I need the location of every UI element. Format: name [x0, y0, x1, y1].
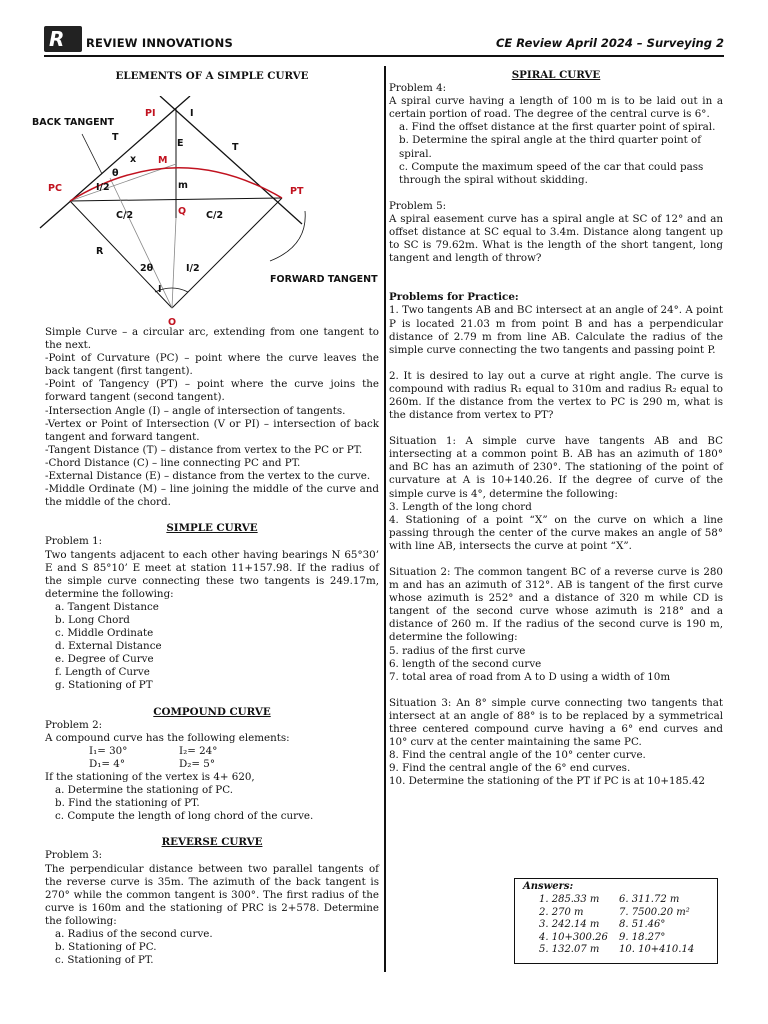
- diagram-title: ELEMENTS OF A SIMPLE CURVE: [115, 70, 309, 82]
- label-m-point: M: [158, 155, 168, 166]
- column-divider: [384, 66, 386, 972]
- simple-curve-diagram: [30, 96, 382, 328]
- situation-3: Situation 3: An 8° simple curve connecting two tangents that intersect at an angle of 88° is to be replaced by a symmetrical three centered compound curve having a 6° end curves and 10° curv at the center maintaining the same PC.: [389, 696, 723, 749]
- heading-spiral-curve: SPIRAL CURVE: [511, 69, 601, 81]
- label-i2-bottom: I/2: [186, 263, 200, 274]
- label-x: x: [130, 154, 137, 165]
- heading-practice: Problems for Practice:: [389, 291, 519, 304]
- def-tangent-distance: -Tangent Distance (T) – distance from vertex to the PC or PT.: [45, 443, 363, 456]
- label-i-top: I: [190, 108, 194, 119]
- label-theta: θ: [112, 168, 119, 179]
- list-item: e. Degree of Curve: [55, 653, 154, 666]
- def-pc: -Point of Curvature (PC) – point where the curve leaves the back tangent (first tangent).: [45, 352, 379, 378]
- problem-3-text: The perpendicular distance between two parallel tangents of the reverse curve is 35m. The azimuth of the back tangent is 270° while the common tangent is 300°. The first radius of the curve is 160m and the stationing of PRC is 2+578. Determine the following:: [45, 862, 379, 927]
- def-vertex: -Vertex or Point of Intersection (V or PI) – intersection of back tangent and forward tangent.: [45, 417, 379, 443]
- situation-2: Situation 2: The common tangent BC of a reverse curve is 280 m and has an azimuth of 312°. AB is tangent of the first curve whose azimuth is 252° and a distance of 320 m while CD is tangent of the second curve whose azimuth is 218° and a distance of 260 m. If the radius of the second curve is 190 m, determine the following:: [389, 566, 723, 644]
- def-chord-distance: -Chord Distance (C) – line connecting PC and PT.: [45, 456, 301, 469]
- label-m-mid: m: [178, 180, 188, 191]
- heading-simple-curve: SIMPLE CURVE: [166, 522, 258, 535]
- def-middle-ordinate: -Middle Ordinate (M) – line joining the middle of the curve and the middle of the chord.: [45, 483, 379, 509]
- answer-item: 1. 285.33 m: [539, 894, 600, 905]
- label-q: Q: [178, 206, 187, 217]
- label-i-bottom: I: [158, 284, 162, 295]
- label-c2-right: C/2: [206, 210, 224, 221]
- answer-item: 7. 7500.20 m²: [619, 906, 690, 918]
- label-e: E: [177, 138, 184, 149]
- list-item: 6. length of the second curve: [389, 657, 542, 670]
- list-item: 5. radius of the first curve: [389, 644, 526, 657]
- page-header: [44, 24, 724, 56]
- label-back-tangent: BACK TANGENT: [32, 117, 114, 128]
- list-item: 7. total area of road from A to D using a width of 10m: [389, 670, 671, 683]
- problem-2-text: A compound curve has the following elements:: [45, 731, 290, 744]
- practice-2: 2. It is desired to lay out a curve at right angle. The curve is compound with radius R₁ equal to 310m and radius R₂ equal to 260m. If the distance from the vertex to PC is 290 m, what is the distance from vertex to PT?: [389, 369, 723, 422]
- problem-2-text-2: If the stationing of the vertex is 4+ 620,: [45, 771, 255, 783]
- list-item: c. Compute the length of long chord of the curve.: [55, 810, 314, 823]
- label-t-left: T: [112, 132, 119, 143]
- list-item: b. Find the stationing of PT.: [55, 797, 200, 810]
- answer-item: 3. 242.14 m: [539, 919, 600, 931]
- label-i2-left: I/2: [96, 182, 110, 193]
- label-t-right: T: [232, 142, 239, 153]
- element-d2: D₂= 5°: [179, 757, 215, 770]
- answer-item: 8. 51.46°: [619, 919, 666, 931]
- left-column: [45, 326, 379, 967]
- brand-name: REVIEW INNOVATIONS: [86, 36, 233, 50]
- answers-box: [514, 878, 718, 964]
- problem-4-text: A spiral curve having a length of 100 m is to be laid out in a certain portion of road. The degree of the central curve is 6°.: [389, 95, 723, 121]
- list-item: a. Radius of the second curve.: [55, 928, 213, 941]
- problem-5-label: Problem 5:: [389, 199, 447, 212]
- list-item: 3. Length of the long chord: [389, 500, 532, 513]
- label-two-theta: 2θ: [140, 263, 154, 274]
- list-item: b. Long Chord: [55, 613, 130, 626]
- list-item: c. Middle Ordinate: [55, 627, 154, 640]
- list-item: c. Compute the maximum speed of the car that could pass through the spiral without skidding.: [399, 160, 704, 186]
- label-r: R: [96, 246, 104, 257]
- answers-col-1: [539, 894, 608, 957]
- problem-3-label: Problem 3:: [45, 849, 103, 862]
- def-pt: -Point of Tangency (PT) – point where the curve joins the forward tangent (second tangent).: [45, 378, 379, 404]
- list-item: f. Length of Curve: [55, 666, 150, 679]
- header-rule: [44, 55, 724, 57]
- label-pi: PI: [145, 108, 156, 119]
- element-i2: I₂= 24°: [179, 744, 218, 757]
- answer-item: 2. 270 m: [539, 906, 584, 918]
- list-item: b. Determine the spiral angle at the third quarter point of spiral.: [399, 134, 702, 160]
- compound-elements-row-2: [45, 758, 379, 771]
- situation-1: Situation 1: A simple curve have tangents AB and BC intersecting at a common point B. AB has an azimuth of 180° and BC has an azimuth of 230°. The stationing of the point of curvature at A is 10+140.26. If the degree of curve of the simple curve is 4°, determine the following:: [389, 435, 723, 500]
- answer-item: 6. 311.72 m: [619, 894, 680, 905]
- problem-4-label: Problem 4:: [389, 82, 447, 95]
- def-external-distance: -External Distance (E) – distance from the vertex to the curve.: [45, 470, 371, 483]
- problem-2-label: Problem 2:: [45, 718, 103, 731]
- list-item: a. Find the offset distance at the first quarter point of spiral.: [399, 121, 716, 134]
- list-item: b. Stationing of PC.: [55, 941, 157, 954]
- list-item: 4. Stationing of a point “X” on the curve on which a line passing through the center of the curve makes an angle of 58° with line AB, intersects the curve at point “X”.: [389, 513, 723, 552]
- def-simple-curve: Simple Curve – a circular arc, extending from one tangent to the next.: [45, 326, 379, 352]
- label-pc: PC: [48, 183, 62, 194]
- element-d1: D₁= 4°: [89, 757, 125, 770]
- list-item: d. External Distance: [55, 640, 162, 653]
- heading-reverse-curve: REVERSE CURVE: [161, 836, 263, 849]
- problem-1-label: Problem 1:: [45, 535, 103, 548]
- problem-5-text: A spiral easement curve has a spiral angle at SC of 12° and an offset distance at SC equal to 3.4m. Distance along tangent up to SC is 79.62m. What is the length of the short tangent, long tangent and length of throw?: [389, 212, 723, 265]
- answer-item: 5. 132.07 m: [539, 944, 600, 956]
- answer-item: 4. 10+300.26: [539, 931, 608, 943]
- list-item: a. Determine the stationing of PC.: [55, 784, 233, 797]
- list-item: 9. Find the central angle of the 6° end curves.: [389, 762, 631, 775]
- label-o: O: [168, 317, 177, 328]
- label-c2-left: C/2: [116, 210, 134, 221]
- list-item: c. Stationing of PT.: [55, 954, 154, 967]
- answer-item: 10. 10+410.14: [619, 944, 695, 956]
- compound-elements-row-1: [45, 745, 379, 758]
- list-item: a. Tangent Distance: [55, 600, 159, 613]
- heading-compound-curve: COMPOUND CURVE: [153, 705, 271, 718]
- list-item: 10. Determine the stationing of the PT if PC is at 10+185.42: [389, 775, 706, 788]
- label-forward-tangent: FORWARD TANGENT: [270, 274, 378, 285]
- def-intersection-angle: -Intersection Angle (I) – angle of intersection of tangents.: [45, 404, 346, 417]
- right-column: [389, 69, 723, 789]
- answers-col-2: [619, 894, 694, 957]
- course-title: CE Review April 2024 – Surveying 2: [495, 36, 724, 50]
- list-item: g. Stationing of PT: [55, 679, 153, 692]
- practice-1: 1. Two tangents AB and BC intersect at an angle of 24°. A point P is located 21.03 m from point B and has a perpendicular distance of 2.79 m from line AB. Calculate the radius of the simple curve connecting the two tangents and passing point P.: [389, 304, 723, 356]
- list-item: 8. Find the central angle of the 10° center curve.: [389, 749, 646, 762]
- label-pt: PT: [290, 186, 304, 197]
- answers-title: Answers:: [523, 881, 574, 892]
- logo-letter: R: [49, 27, 65, 51]
- problem-1-text: Two tangents adjacent to each other having bearings N 65°30’ E and S 85°10’ E meet at station 11+157.98. If the radius of the simple curve connecting these two tangents is 249.17m, determine the following:: [45, 548, 379, 600]
- element-i1: I₁= 30°: [89, 744, 128, 757]
- answer-item: 9. 18.27°: [619, 931, 666, 943]
- logo: [44, 26, 82, 52]
